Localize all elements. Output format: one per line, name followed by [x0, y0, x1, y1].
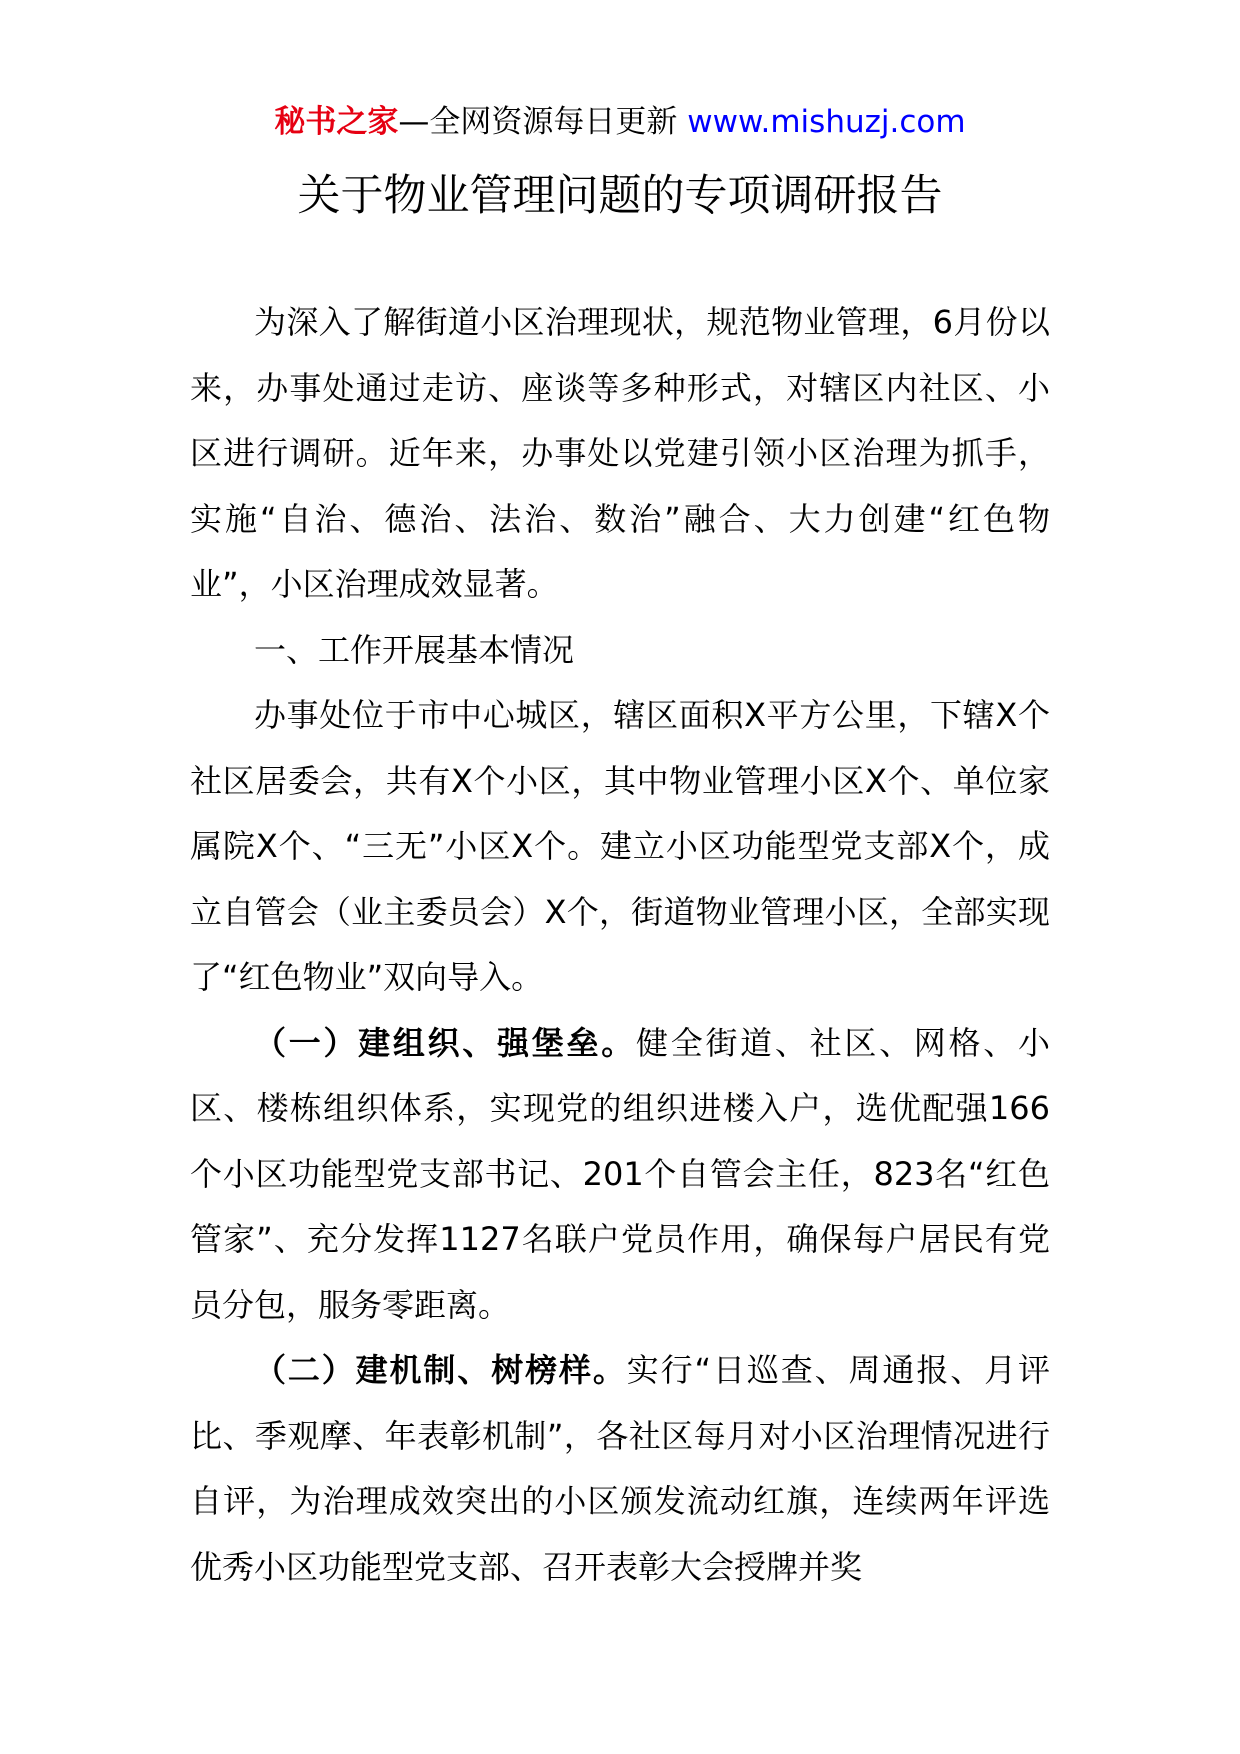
overview-paragraph: 办事处位于市中心城区，辖区面积X平方公里，下辖X个社区居委会，共有X个小区，其中物业管理小区X个、单位家属院X个、“三无”小区X个。建立小区功能型党支部X个，成立自管会（业主委员会）X个，街道物业管理小区，全部实现了“红色物业”双向导入。: [190, 696, 1050, 996]
section-heading: 一、工作开展基本情况: [254, 630, 575, 669]
site-header: [0, 100, 1240, 144]
subsection-1: [190, 1011, 1050, 1339]
subsection-1-lead: （一）建组织、强堡垒。: [254, 1023, 636, 1062]
subsection-1-text: 健全街道、社区、网格、小区、楼栋组织体系，实现党的组织进楼入户，选优配强166个小区功能型党支部书记、201个自管会主任，823名“红色管家”、充分发挥1127名联户党员作用，确保每户居民有党员分包，服务零距离。: [190, 1023, 1050, 1324]
subsection-2-lead: （二）建机制、树榜样。: [254, 1351, 627, 1389]
document-body: [190, 290, 1050, 1600]
subsection-2: [190, 1338, 1050, 1600]
intro-paragraph: 为深入了解街道小区治理现状，规范物业管理，6月份以来，办事处通过走访、座谈等多种形式，对辖区内社区、小区进行调研。近年来，办事处以党建引领小区治理为抓手，实施“自治、德治、法治、数治”融合、大力创建“红色物业”，小区治理成效显著。: [190, 303, 1050, 603]
document-title: 关于物业管理问题的专项调研报告: [297, 171, 943, 221]
brand-name: 秘书之家: [274, 104, 399, 140]
site-url-link[interactable]: www.mishuzj.com: [687, 104, 966, 140]
header-slogan: —全网资源每日更新: [398, 104, 678, 140]
subsection-2-text: 实行“日巡查、周通报、月评比、季观摩、年表彰机制”，各社区每月对小区治理情况进行自评，为治理成效突出的小区颁发流动红旗，连续两年评选优秀小区功能型党支部、召开表彰大会授牌并奖: [190, 1351, 1050, 1586]
